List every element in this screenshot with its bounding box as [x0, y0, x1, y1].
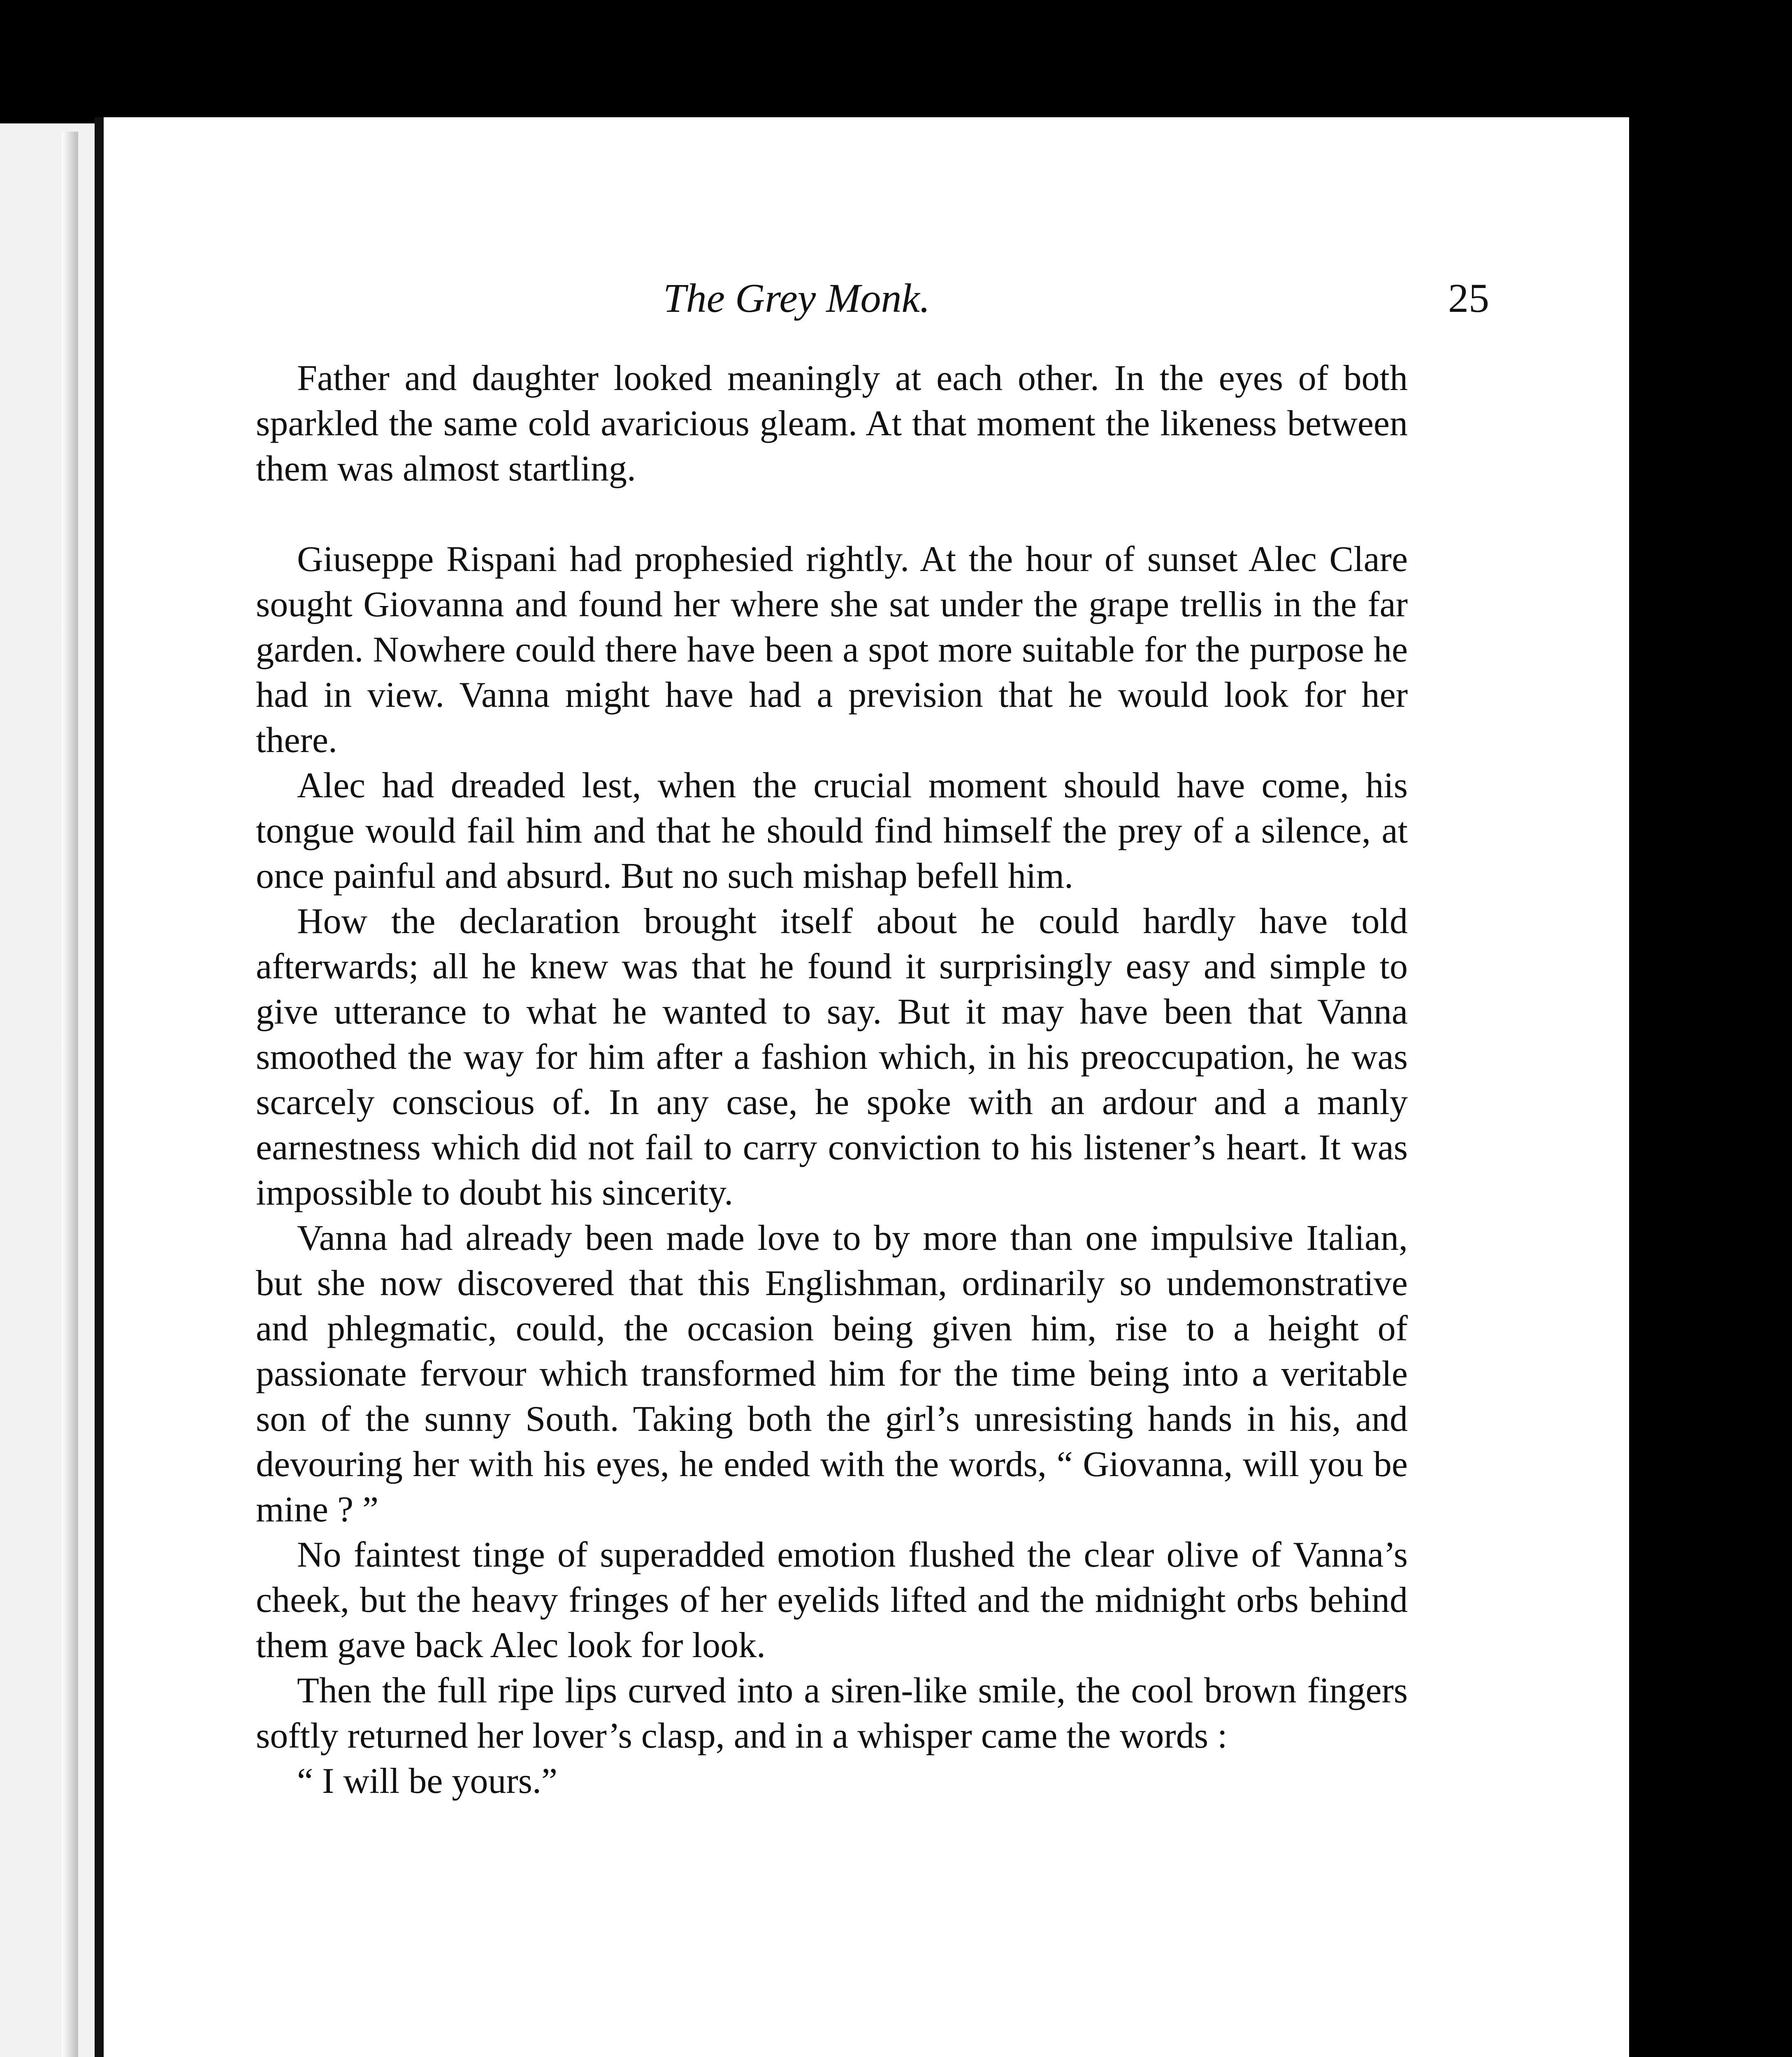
- paragraph: Alec had dreaded lest, when the crucial moment should have come, his tongue would fail him and that he should find himself the prey of a silence, at once painful and absurd. But no such mishap befell him.: [256, 766, 1408, 896]
- paragraph: Father and daughter looked meaningly at each other. In the eyes of both sparkled the same cold avaricious gleam. At that moment the likeness between them was almost startling.: [256, 358, 1408, 489]
- running-title: The Grey Monk.: [663, 275, 930, 321]
- paragraph: “ I will be yours.”: [297, 1761, 557, 1801]
- body-text: [256, 356, 1408, 1804]
- paragraph: Giuseppe Rispani had prophesied rightly. At the hour of sunset Alec Clare sought Giovanna and found her where she sat under the grape trellis in the far garden. Nowhere could there have been a spot more suitable for the purpose he had in view. Vanna might have had a prevision that he would look for her there.: [256, 539, 1408, 760]
- paragraph: Then the full ripe lips curved into a siren-like smile, the cool brown fingers softly returned her lover’s clasp, and in a whisper came the words :: [256, 1671, 1408, 1756]
- paragraph: How the declaration brought itself about he could hardly have told afterwards; all he knew was that he found it surprisingly easy and simple to give utterance to what he wanted to say. But it may have been that Vanna smoothed the way for him after a fashion which, in his preoccupation, he was scarcely conscious of. In any case, he spoke with an ardour and a manly earnestness which did not fail to carry conviction to his listener’s heart. It was impossible to doubt his sincerity.: [256, 901, 1408, 1213]
- page-gutter-shadow: [62, 132, 78, 2057]
- book-page: [95, 117, 1629, 2057]
- facing-page-edge: [0, 123, 102, 2057]
- running-head: [104, 269, 1629, 327]
- paragraph: Vanna had already been made love to by more than one impulsive Italian, but she now discovered that this Englishman, ordinarily so undemonstrative and phlegmatic, could, the occasion being given him, rise to a height of passionate fervour which transformed him for the time being into a veritable son of the sunny South. Taking both the girl’s unresisting hands in his, and devouring her with his eyes, he ended with the words, “ Giovanna, will you be mine ? ”: [256, 1218, 1408, 1530]
- paragraph: No faintest tinge of superadded emotion flushed the clear olive of Vanna’s cheek, but the heavy fringes of her eyelids lifted and the midnight orbs behind them gave back Alec look for look.: [256, 1535, 1408, 1665]
- page-number: 25: [1448, 275, 1489, 321]
